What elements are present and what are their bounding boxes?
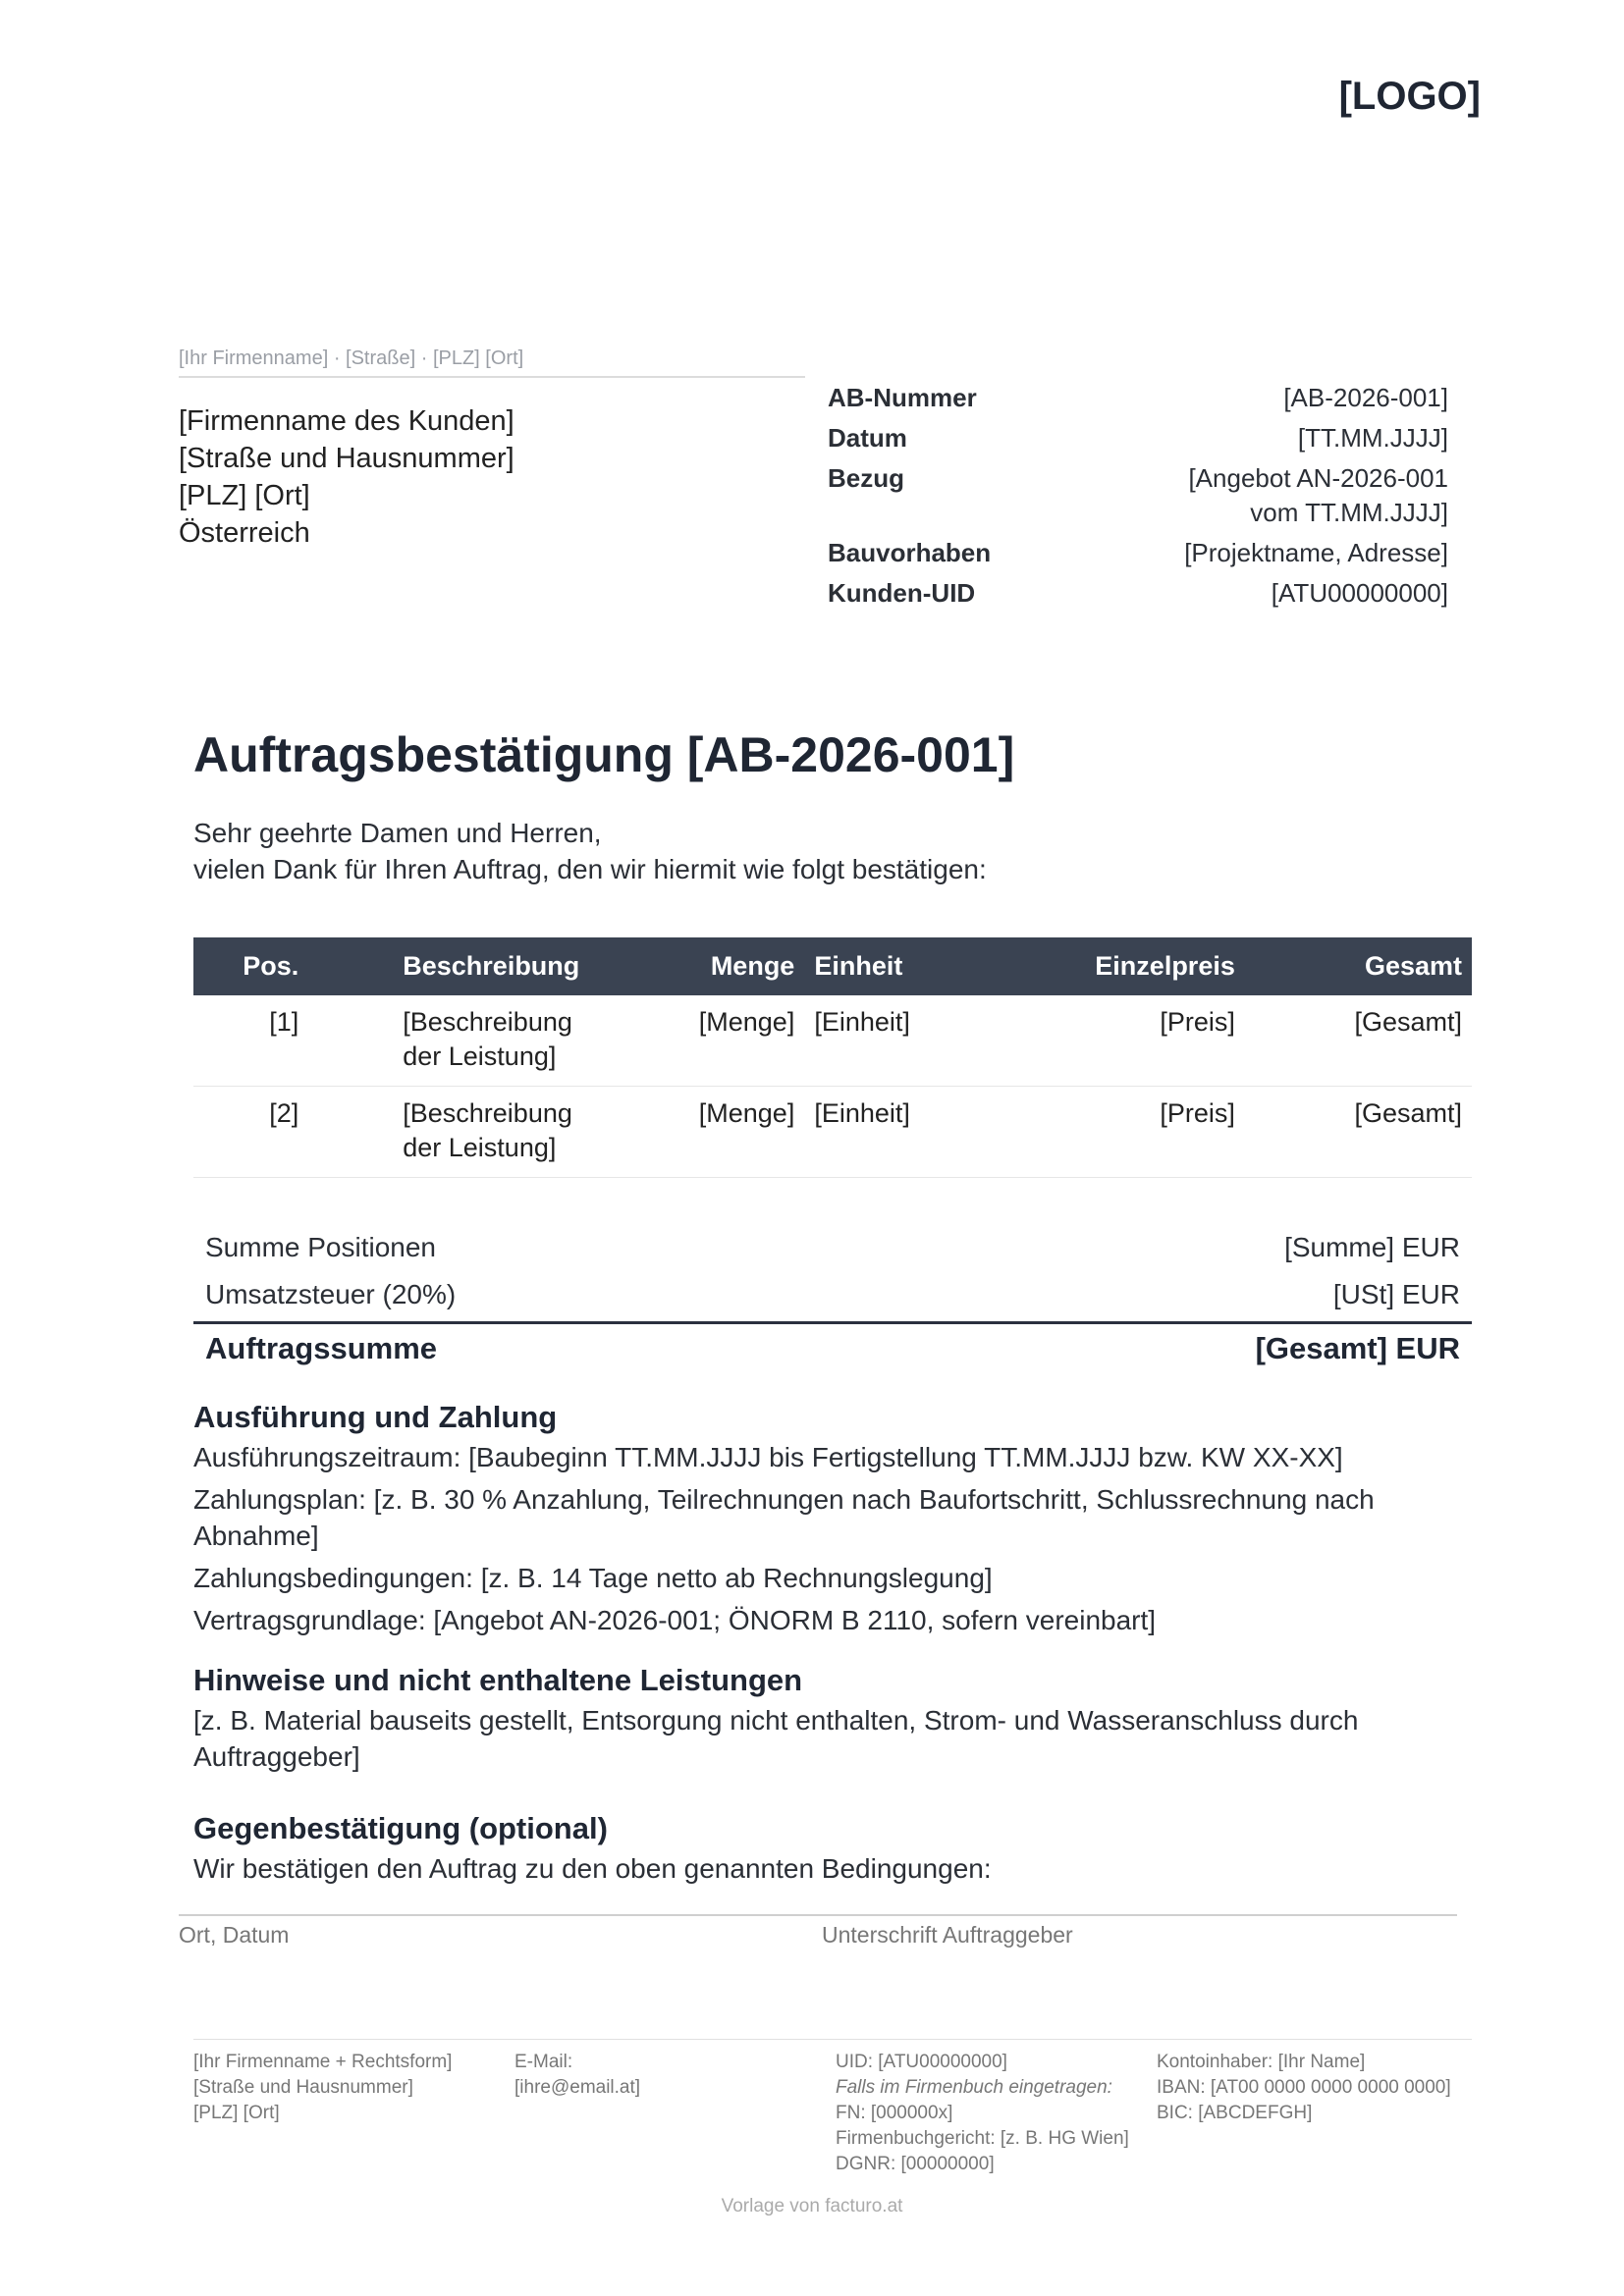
cell-gesamt: [Gesamt] bbox=[1245, 1087, 1472, 1178]
meta-label: AB-Nummer bbox=[828, 383, 977, 412]
cell-preis: [Preis] bbox=[996, 1087, 1245, 1178]
meta-row-ab-nummer bbox=[828, 381, 1448, 415]
meta-value: [ATU00000000] bbox=[1271, 578, 1448, 608]
line-items-table bbox=[193, 937, 1472, 1178]
recipient-address bbox=[179, 402, 514, 552]
tax-label: Umsatzsteuer (20%) bbox=[205, 1279, 457, 1309]
salutation: Sehr geehrte Damen und Herren, bbox=[193, 818, 602, 848]
tax-row bbox=[193, 1271, 1472, 1318]
cell-einheit: [Einheit] bbox=[804, 1087, 996, 1178]
meta-row-bezug bbox=[828, 461, 1448, 530]
cell-menge: [Menge] bbox=[669, 995, 805, 1087]
intro-sentence: vielen Dank für Ihren Auftrag, den wir hiermit wie folgt bestätigen: bbox=[193, 854, 987, 884]
meta-label: Datum bbox=[828, 423, 907, 453]
sender-address-line: [Ihr Firmenname] · [Straße] · [PLZ] [Ort] bbox=[179, 347, 805, 378]
template-credit: Vorlage von facturo.at bbox=[721, 2196, 903, 2216]
execution-section bbox=[193, 1400, 1472, 1644]
meta-row-datum bbox=[828, 421, 1448, 455]
notes-section bbox=[193, 1663, 1472, 1781]
footer-bank: Kontoinhaber: [Ihr Name] IBAN: [AT00 0000 0000 0000 0000] BIC: [ABCDEFGH] bbox=[1157, 2052, 1451, 2123]
page-title: Auftragsbestätigung [AB-2026-001] bbox=[193, 727, 1015, 782]
table-row bbox=[193, 1087, 1472, 1178]
header-einheit: Einheit bbox=[804, 937, 996, 995]
execution-period: Ausführungszeitraum: [Baubeginn TT.MM.JJJJ bis Fertigstellung TT.MM.JJJJ bzw. KW XX-XX] bbox=[193, 1442, 1343, 1472]
grand-total-label: Auftragssumme bbox=[205, 1331, 437, 1365]
footer-registration: UID: [ATU00000000] Falls im Firmenbuch eingetragen: FN: [000000x] Firmenbuchgericht: [z. B. HG Wien] DGNR: [00000000] bbox=[836, 2052, 1129, 2174]
logo-placeholder: [LOGO] bbox=[1338, 75, 1481, 118]
cell-pos: [2] bbox=[193, 1087, 393, 1178]
recipient-street: [Straße und Hausnummer] bbox=[179, 443, 514, 474]
header-beschreibung: Beschreibung bbox=[393, 937, 669, 995]
notes-text: [z. B. Material bauseits gestellt, Entsorgung nicht enthalten, Strom- und Wasseranschluss durch Auftraggeber] bbox=[193, 1705, 1359, 1772]
contract-basis: Vertragsgrundlage: [Angebot AN-2026-001; ÖNORM B 2110, sofern vereinbart] bbox=[193, 1605, 1157, 1635]
footer-divider bbox=[193, 2039, 1472, 2040]
meta-label: Bauvorhaben bbox=[828, 538, 992, 567]
cell-einheit: [Einheit] bbox=[804, 995, 996, 1087]
payment-plan: Zahlungsplan: [z. B. 30 % Anzahlung, Teilrechnungen nach Baufortschritt, Schlussrechnung nach Abnahme] bbox=[193, 1484, 1375, 1551]
counter-text: Wir bestätigen den Auftrag zu den oben genannten Bedingungen: bbox=[193, 1853, 992, 1884]
recipient-company: [Firmenname des Kunden] bbox=[179, 405, 514, 437]
meta-value: [Projektname, Adresse] bbox=[1184, 538, 1448, 567]
grand-total-row bbox=[193, 1321, 1472, 1373]
footer-company: [Ihr Firmenname + Rechtsform] [Straße und Hausnummer] [PLZ] [Ort] bbox=[193, 2052, 453, 2123]
recipient-country: Österreich bbox=[179, 517, 310, 549]
header-pos: Pos. bbox=[193, 937, 393, 995]
table-header-row bbox=[193, 937, 1472, 995]
signature-line bbox=[179, 1914, 1457, 1916]
cell-description: [Beschreibung der Leistung] bbox=[393, 1087, 669, 1178]
subtotal-row bbox=[193, 1224, 1472, 1271]
notes-heading: Hinweise und nicht enthaltene Leistungen bbox=[193, 1663, 803, 1697]
cell-gesamt: [Gesamt] bbox=[1245, 995, 1472, 1087]
counter-confirmation-section bbox=[193, 1811, 1472, 1893]
signature-place-date-label: Ort, Datum bbox=[179, 1922, 290, 1948]
grand-total-value: [Gesamt] EUR bbox=[1255, 1331, 1460, 1365]
footer-contact: E-Mail: [ihre@email.at] bbox=[514, 2052, 641, 2098]
cell-preis: [Preis] bbox=[996, 995, 1245, 1087]
meta-label: Bezug bbox=[828, 463, 904, 493]
recipient-city: [PLZ] [Ort] bbox=[179, 480, 310, 511]
counter-heading: Gegenbestätigung (optional) bbox=[193, 1811, 608, 1845]
meta-label: Kunden-UID bbox=[828, 578, 976, 608]
subtotal-value: [Summe] EUR bbox=[1284, 1232, 1460, 1262]
document-meta bbox=[828, 381, 1448, 616]
meta-row-bauvorhaben bbox=[828, 536, 1448, 570]
meta-value: [Angebot AN-2026-001 vom TT.MM.JJJJ] bbox=[1188, 463, 1448, 527]
header-menge: Menge bbox=[669, 937, 805, 995]
tax-value: [USt] EUR bbox=[1332, 1279, 1460, 1309]
execution-heading: Ausführung und Zahlung bbox=[193, 1400, 558, 1434]
header-gesamt: Gesamt bbox=[1245, 937, 1472, 995]
cell-description: [Beschreibung der Leistung] bbox=[393, 995, 669, 1087]
header-einzelpreis: Einzelpreis bbox=[996, 937, 1245, 995]
meta-value: [TT.MM.JJJJ] bbox=[1297, 423, 1448, 453]
cell-menge: [Menge] bbox=[669, 1087, 805, 1178]
meta-row-kunden-uid bbox=[828, 576, 1448, 611]
signature-client-label: Unterschrift Auftraggeber bbox=[822, 1922, 1073, 1948]
totals-block bbox=[193, 1224, 1472, 1373]
table-row bbox=[193, 995, 1472, 1087]
subtotal-label: Summe Positionen bbox=[205, 1232, 437, 1262]
payment-terms: Zahlungsbedingungen: [z. B. 14 Tage netto ab Rechnungslegung] bbox=[193, 1563, 993, 1593]
cell-pos: [1] bbox=[193, 995, 393, 1087]
intro-text bbox=[193, 815, 987, 887]
meta-value: [AB-2026-001] bbox=[1283, 383, 1448, 412]
